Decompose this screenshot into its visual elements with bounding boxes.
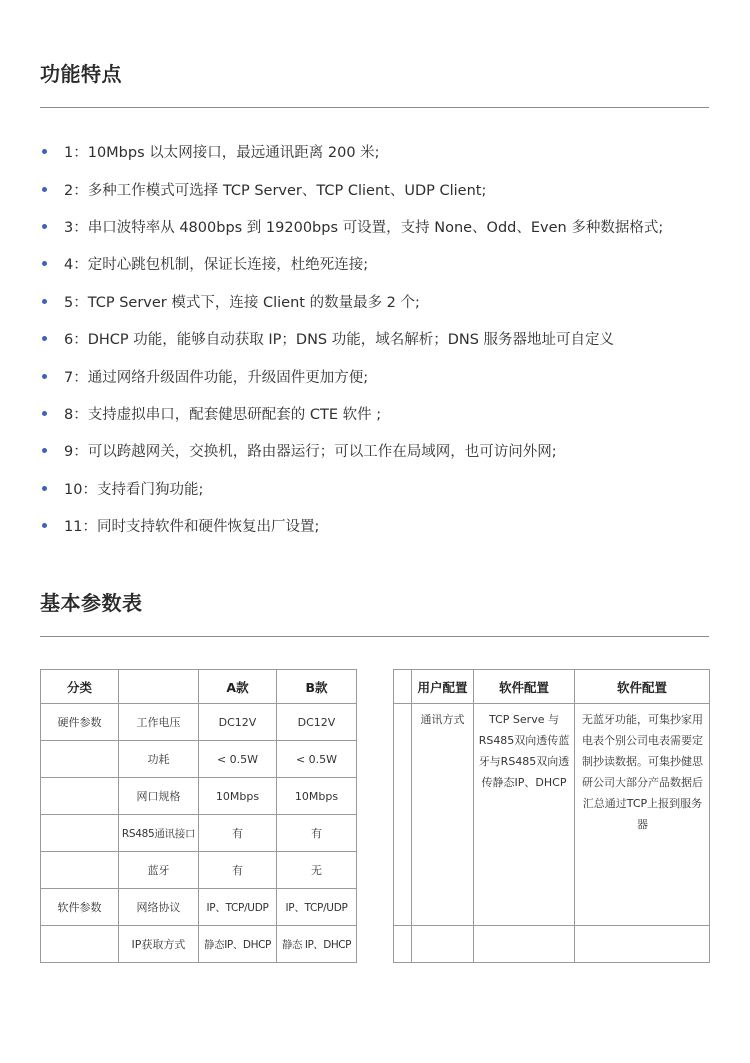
table-cell: 网口规格 xyxy=(119,778,199,815)
features-divider xyxy=(40,107,709,108)
table-cell xyxy=(41,815,119,852)
table-cell xyxy=(394,926,412,963)
features-title: 功能特点 xyxy=(40,62,122,86)
bullet-icon xyxy=(42,299,47,304)
header-cell: B款 xyxy=(277,670,357,704)
table-cell: 软件参数 xyxy=(41,889,119,926)
feature-item: 11：同时支持软件和硬件恢复出厂设置; xyxy=(40,507,720,544)
header-cell: 分类 xyxy=(41,670,119,704)
feature-item: 10：支持看门狗功能; xyxy=(40,470,720,507)
table-cell xyxy=(474,926,575,963)
header-cell xyxy=(119,670,199,704)
table-cell: 10Mbps xyxy=(199,778,277,815)
table-cell: 网络协议 xyxy=(119,889,199,926)
table-cell: 功耗 xyxy=(119,741,199,778)
table-header-row xyxy=(41,670,357,704)
table-cell xyxy=(41,926,119,963)
table-cell: IP获取方式 xyxy=(119,926,199,963)
table-cell: 无蓝牙功能，可集抄家用电表个别公司电表需要定制抄读数据。可集抄健思研公司大部分产品数据后汇总通过TCP上报到服务器 xyxy=(575,704,710,926)
table-cell xyxy=(41,778,119,815)
table-cell xyxy=(412,926,474,963)
left-param-table xyxy=(40,669,357,963)
feature-item: 9：可以跨越网关，交换机，路由器运行；可以工作在局域网，也可访问外网; xyxy=(40,432,720,469)
table-header-row xyxy=(394,670,710,704)
header-cell: A款 xyxy=(199,670,277,704)
table-cell xyxy=(41,741,119,778)
table-row xyxy=(394,704,710,926)
table-cell: 10Mbps xyxy=(277,778,357,815)
header-cell: 用户配置 xyxy=(412,670,474,704)
table-cell: 硬件参数 xyxy=(41,704,119,741)
table-cell: 有 xyxy=(199,852,277,889)
header-cell: 软件配置 xyxy=(474,670,575,704)
table-cell xyxy=(41,852,119,889)
table-cell: DC12V xyxy=(277,704,357,741)
feature-item: 5：TCP Server 模式下，连接 Client 的数量最多 2 个; xyxy=(40,283,720,320)
table-cell xyxy=(394,704,412,926)
table-cell xyxy=(575,926,710,963)
table-cell: 有 xyxy=(277,815,357,852)
table-cell: DC12V xyxy=(199,704,277,741)
table-cell: 通讯方式 xyxy=(412,704,474,926)
bullet-icon xyxy=(42,224,47,229)
feature-item: 1：10Mbps 以太网接口，最远通讯距离 200 米; xyxy=(40,133,720,170)
table-cell: 无 xyxy=(277,852,357,889)
bullet-icon xyxy=(42,187,47,192)
params-title: 基本参数表 xyxy=(40,591,143,615)
table-row xyxy=(41,741,357,778)
table-row xyxy=(41,704,357,741)
table-cell: 工作电压 xyxy=(119,704,199,741)
bullet-icon xyxy=(42,336,47,341)
feature-item: 7：通过网络升级固件功能，升级固件更加方便; xyxy=(40,357,720,394)
header-cell xyxy=(394,670,412,704)
bullet-icon xyxy=(42,411,47,416)
table-cell: RS485通讯接口 xyxy=(119,815,199,852)
table-cell: IP、TCP/UDP xyxy=(199,889,277,926)
header-cell: 软件配置 xyxy=(575,670,710,704)
table-cell: 有 xyxy=(199,815,277,852)
bullet-icon xyxy=(42,523,47,528)
feature-item: 4：定时心跳包机制，保证长连接，杜绝死连接; xyxy=(40,245,720,282)
table-row xyxy=(41,889,357,926)
table-cell: 静态 IP、DHCP xyxy=(277,926,357,963)
table-cell: IP、TCP/UDP xyxy=(277,889,357,926)
table-cell: TCP Serve 与 RS485双向透传蓝牙与RS485双向透传静态IP、DHCP xyxy=(474,704,575,926)
table-row xyxy=(41,926,357,963)
table-cell: 蓝牙 xyxy=(119,852,199,889)
table-row xyxy=(41,852,357,889)
table-row xyxy=(41,778,357,815)
feature-item: 3：串口波特率从 4800bps 到 19200bps 可设置，支持 None、Odd、Even 多种数据格式; xyxy=(40,208,720,245)
bullet-icon xyxy=(42,374,47,379)
feature-item: 2：多种工作模式可选择 TCP Server、TCP Client、UDP Client; xyxy=(40,170,720,207)
bullet-icon xyxy=(42,149,47,154)
table-row xyxy=(41,815,357,852)
bullet-icon xyxy=(42,486,47,491)
feature-item: 8：支持虚拟串口，配套健思研配套的 CTE 软件 ; xyxy=(40,395,720,432)
bullet-icon xyxy=(42,448,47,453)
bullet-icon xyxy=(42,261,47,266)
table-row xyxy=(394,926,710,963)
table-cell: < 0.5W xyxy=(277,741,357,778)
feature-list xyxy=(40,133,720,544)
params-divider xyxy=(40,636,709,637)
table-cell: 静态IP、DHCP xyxy=(199,926,277,963)
right-param-table xyxy=(393,669,710,963)
feature-item: 6：DHCP 功能，能够自动获取 IP；DNS 功能，域名解析；DNS 服务器地址可自定义 xyxy=(40,320,720,357)
table-cell: < 0.5W xyxy=(199,741,277,778)
